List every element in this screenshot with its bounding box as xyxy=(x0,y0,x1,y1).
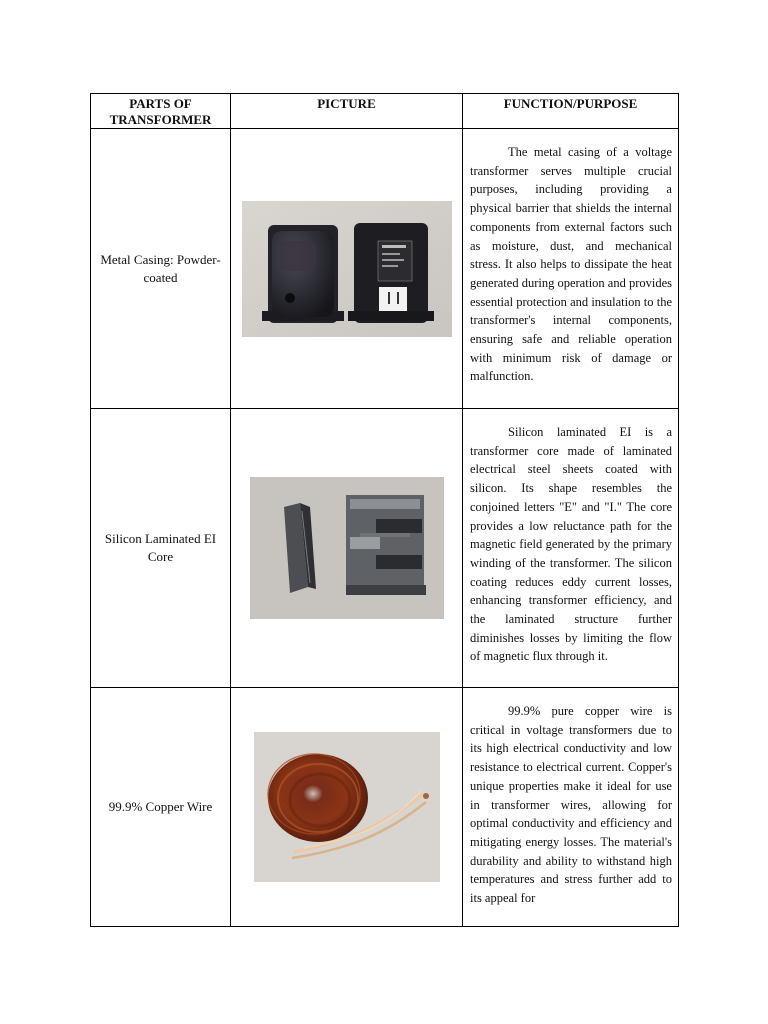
header-row xyxy=(91,94,679,129)
table-row xyxy=(91,688,679,927)
function-text: 99.9% pure copper wire is critical in voltage transformers due to its high electrical conductivity and low resistance to electrical current. Copper's unique properties make it ideal for use in transformer wires, allowing for optimal conductivity and efficiency and mitigating energy losses. The material's durability and ability to withstand high temperatures and stress further add to its appeal for xyxy=(470,704,672,906)
picture-cell xyxy=(231,409,463,688)
transformer-parts-table xyxy=(90,93,679,927)
ei-core-photo xyxy=(250,477,444,619)
header-function: FUNCTION/PURPOSE xyxy=(463,94,679,129)
part-name: Silicon Laminated EI Core xyxy=(91,409,231,688)
picture-cell xyxy=(231,688,463,927)
function-text: Silicon laminated EI is a transformer core made of laminated electrical steel sheets coated with silicon. Its shape resembles the conjoined letters "E" and "I." The core provides a low reluctance path for the magnetic field generated by the primary winding of the transformer. The silicon coating reduces eddy current losses, enhancing transformer efficiency, and the laminated structure further diminishes losses by limiting the flow of magnetic flux through it. xyxy=(470,425,672,664)
header-parts: PARTS OF TRANSFORMER xyxy=(91,94,231,129)
picture-cell xyxy=(231,129,463,409)
function-text: The metal casing of a voltage transformer serves multiple crucial purposes, including providing a physical barrier that shields the internal components from external factors such as moisture, dust, and mechanical stress. It also helps to dissipate the heat generated during operation and provides essential protection and insulation to the transformer's internal components, ensuring safe and reliable operation with minimum risk of damage or malfunction. xyxy=(470,145,673,384)
header-picture: PICTURE xyxy=(231,94,463,129)
function-cell xyxy=(463,409,679,688)
metal-casing-photo xyxy=(242,201,452,337)
part-name: 99.9% Copper Wire xyxy=(91,688,231,927)
part-name: Metal Casing: Powder-coated xyxy=(91,129,231,409)
function-cell xyxy=(463,688,679,927)
function-cell xyxy=(463,129,679,409)
table-row xyxy=(91,129,679,409)
copper-wire-photo xyxy=(254,732,440,882)
table-row xyxy=(91,409,679,688)
function-clip xyxy=(470,702,672,924)
